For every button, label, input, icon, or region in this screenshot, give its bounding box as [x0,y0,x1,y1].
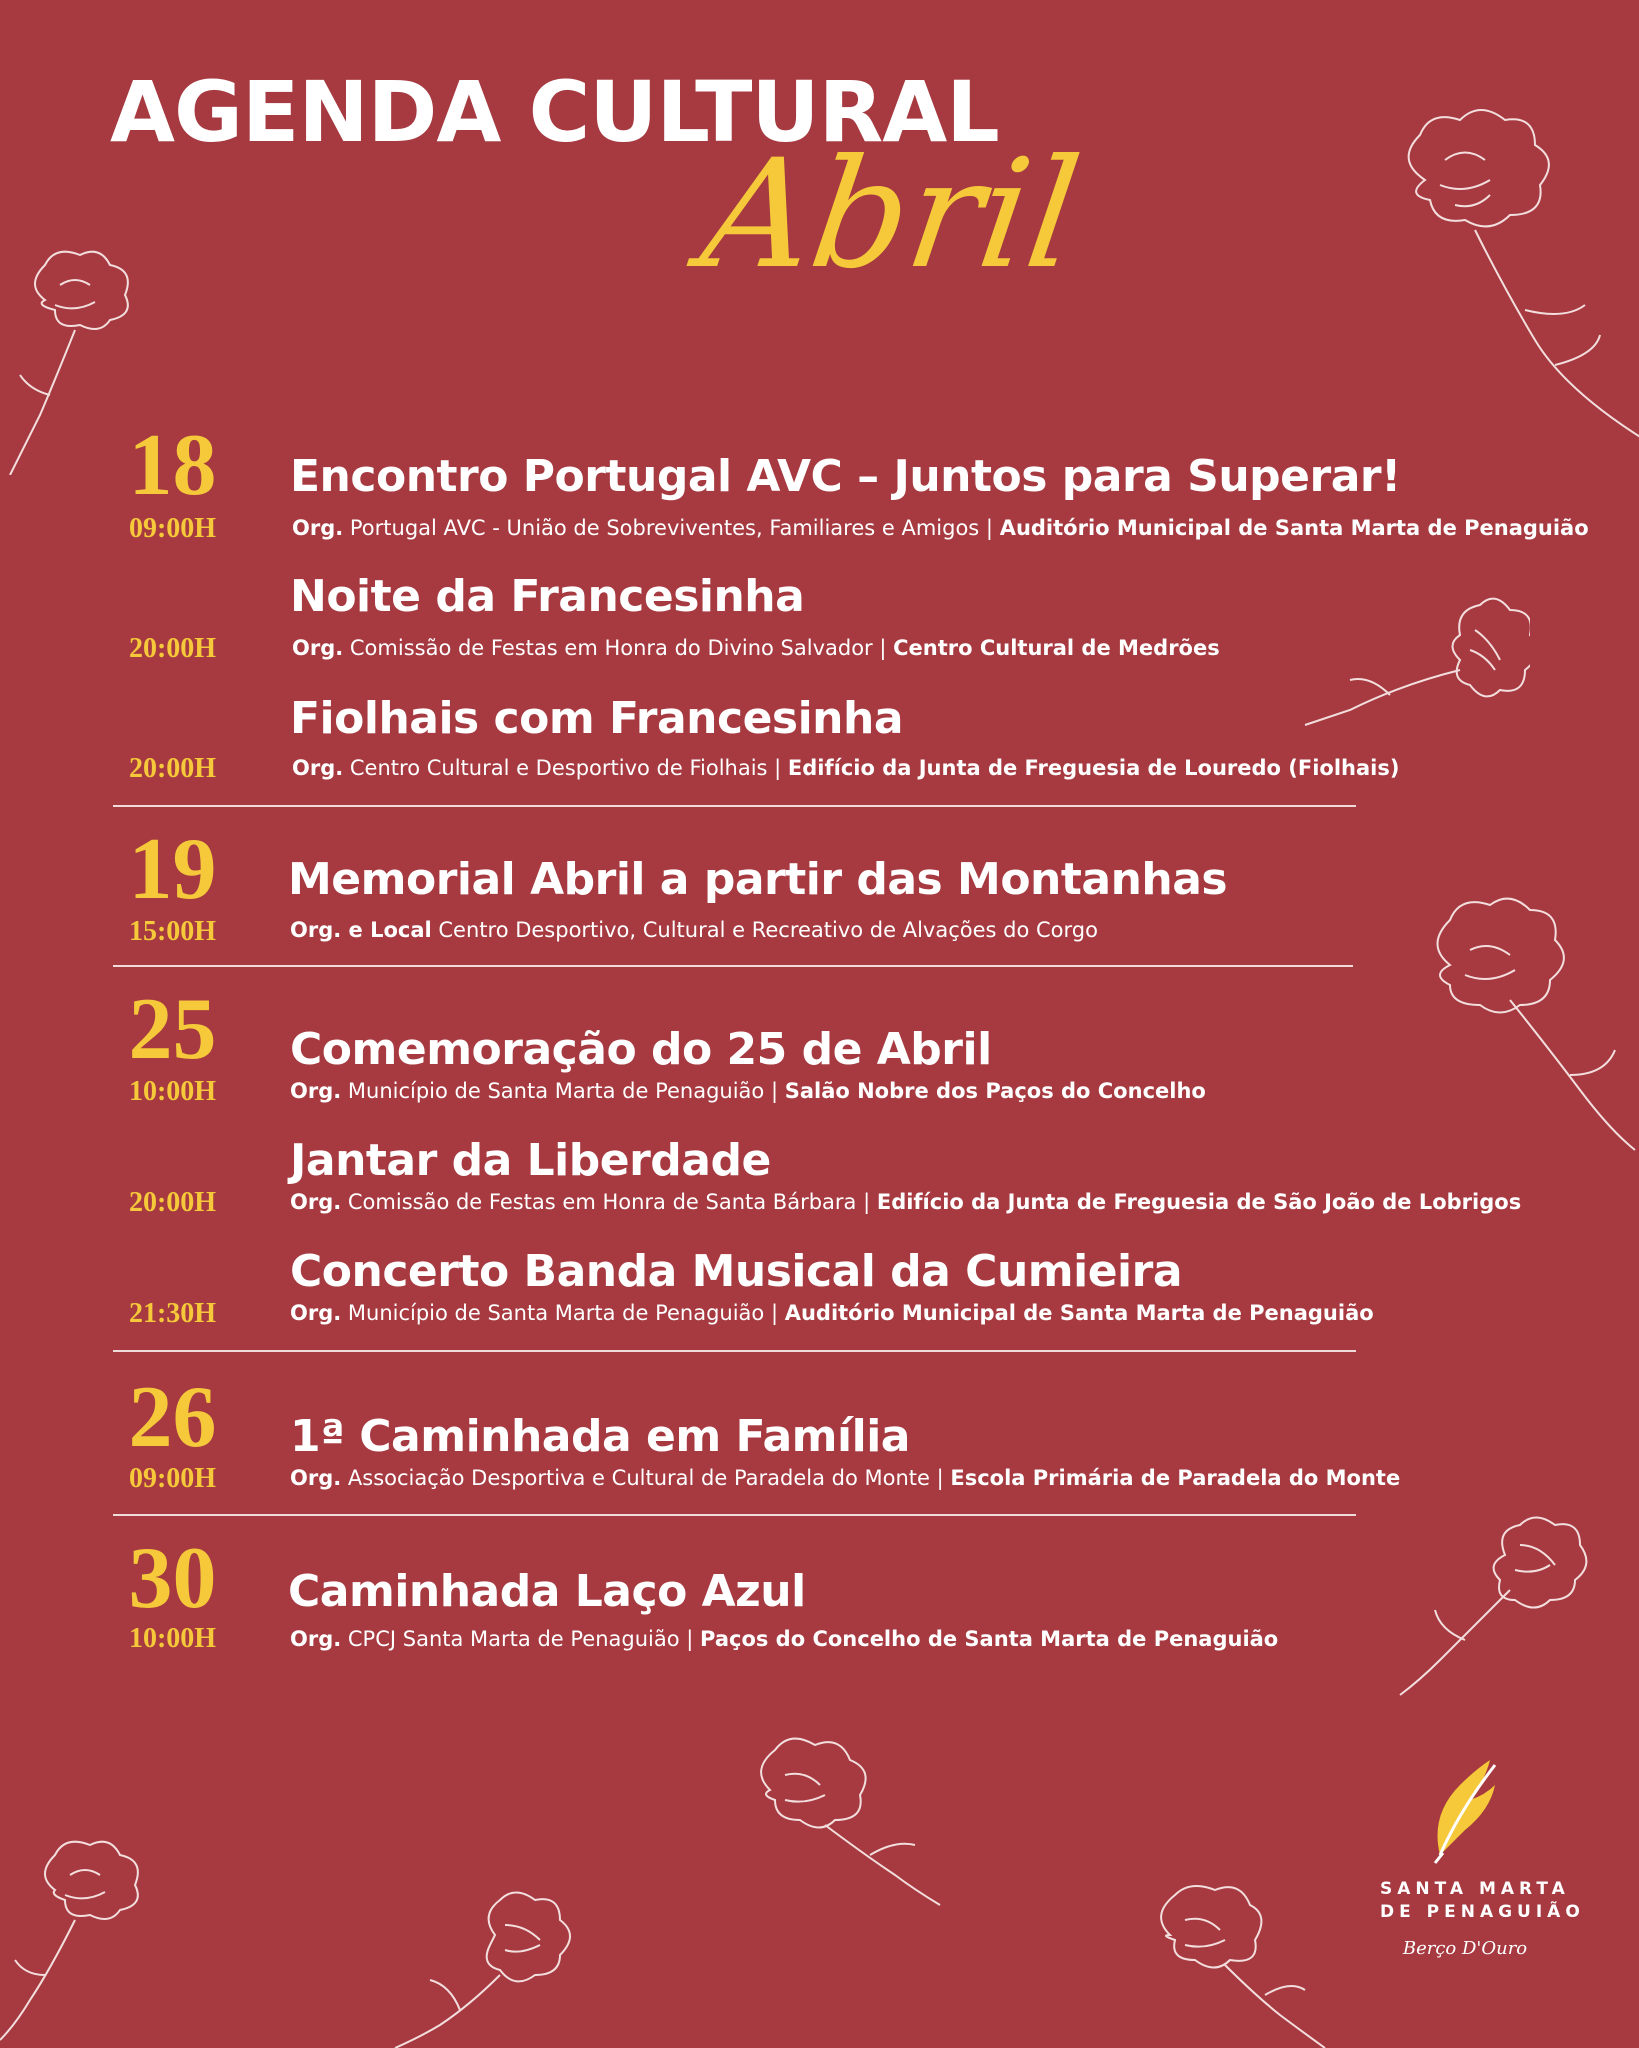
event-details [290,1629,1278,1650]
event-details [292,758,1399,779]
event-venue: Edifício da Junta de Freguesia de Louredo (Fiolhais) [787,756,1400,780]
carnation-illustration [390,1885,600,2048]
event-details [290,1081,1206,1102]
logo-text-line1: SANTA MARTA [1380,1879,1570,1899]
event-venue: Paços do Concelho de Santa Marta de Penaguião [700,1627,1279,1651]
org-label: Org. [290,1466,342,1490]
event-organizer: Portugal AVC - União de Sobreviventes, Familiares e Amigos | [343,516,1000,540]
carnation-illustration [1355,100,1639,440]
event-organizer: Comissão de Festas em Honra do Divino Salvador | [343,636,894,660]
event-details [292,518,1589,539]
event-venue: Auditório Municipal de Santa Marta de Penaguião [999,516,1589,540]
event-title: 1ª Caminhada em Família [290,1411,910,1462]
carnation-illustration [1140,1880,1360,2048]
org-label: Org. [290,1190,342,1214]
section-divider [113,1514,1356,1516]
event-title: Memorial Abril a partir das Montanhas [288,854,1228,905]
org-label: Org. e Local [290,918,432,942]
section-divider [113,1350,1356,1352]
org-label: Org. [292,636,344,660]
logo-signature: Berço D'Ouro [1402,1937,1528,1959]
month-subtitle: Abril [692,128,1090,302]
event-day: 26 [128,1369,217,1466]
event-time: 15:00H [128,916,217,947]
event-title: Noite da Francesinha [290,571,805,622]
event-title: Jantar da Liberdade [290,1135,771,1186]
carnation-illustration [1400,895,1639,1155]
carnation-illustration [1300,595,1530,735]
event-day: 19 [128,821,217,918]
event-venue: Auditório Municipal de Santa Marta de Penaguião [784,1301,1374,1325]
event-details [292,638,1220,659]
event-time: 21:30H [128,1298,217,1329]
event-organizer: Centro Desportivo, Cultural e Recreativo de Alvações do Corgo [431,918,1098,942]
org-label: Org. [290,1627,342,1651]
org-label: Org. [292,756,344,780]
event-organizer: Associação Desportiva e Cultural de Paradela do Monte | [341,1466,951,1490]
event-organizer: Comissão de Festas em Honra de Santa Bárbara | [341,1190,877,1214]
event-day: 30 [128,1530,217,1627]
event-title: Fiolhais com Francesinha [290,693,904,744]
event-organizer: CPCJ Santa Marta de Penaguião | [341,1627,700,1651]
event-time: 20:00H [128,633,217,664]
logo-text-line2: DE PENAGUIÃO [1380,1901,1585,1922]
event-title: Caminhada Laço Azul [288,1566,806,1617]
event-title: Comemoração do 25 de Abril [290,1024,992,1075]
event-organizer: Município de Santa Marta de Penaguião | [341,1079,785,1103]
event-venue: Centro Cultural de Medrões [893,636,1220,660]
event-details [290,1303,1374,1324]
event-title: Concerto Banda Musical da Cumieira [290,1246,1183,1297]
event-venue: Escola Primária de Paradela do Monte [950,1466,1401,1490]
section-divider [113,965,1353,967]
carnation-illustration [1395,1510,1595,1700]
municipality-logo [1380,1755,1585,1959]
event-venue: Salão Nobre dos Paços do Concelho [784,1079,1206,1103]
section-divider [113,805,1356,807]
org-label: Org. [290,1079,342,1103]
event-day: 25 [128,981,217,1078]
event-title: Encontro Portugal AVC – Juntos para Superar! [290,451,1401,502]
page-title: AGENDA CULTURAL [110,63,999,161]
event-time: 20:00H [128,753,217,784]
event-time: 10:00H [128,1623,217,1654]
event-time: 10:00H [128,1076,217,1107]
carnation-illustration [0,1835,150,2045]
event-venue: Edifício da Junta de Freguesia de São João de Lobrigos [876,1190,1522,1214]
org-label: Org. [290,1301,342,1325]
event-organizer: Centro Cultural e Desportivo de Fiolhais | [343,756,788,780]
event-time: 09:00H [128,1463,217,1494]
event-details [290,1192,1521,1213]
quill-icon [1420,1755,1510,1870]
event-day: 18 [128,417,217,514]
event-time: 09:00H [128,513,217,544]
event-details [290,1468,1400,1489]
event-details [290,920,1098,941]
event-time: 20:00H [128,1187,217,1218]
org-label: Org. [292,516,344,540]
carnation-illustration [730,1730,950,1910]
event-organizer: Município de Santa Marta de Penaguião | [341,1301,785,1325]
